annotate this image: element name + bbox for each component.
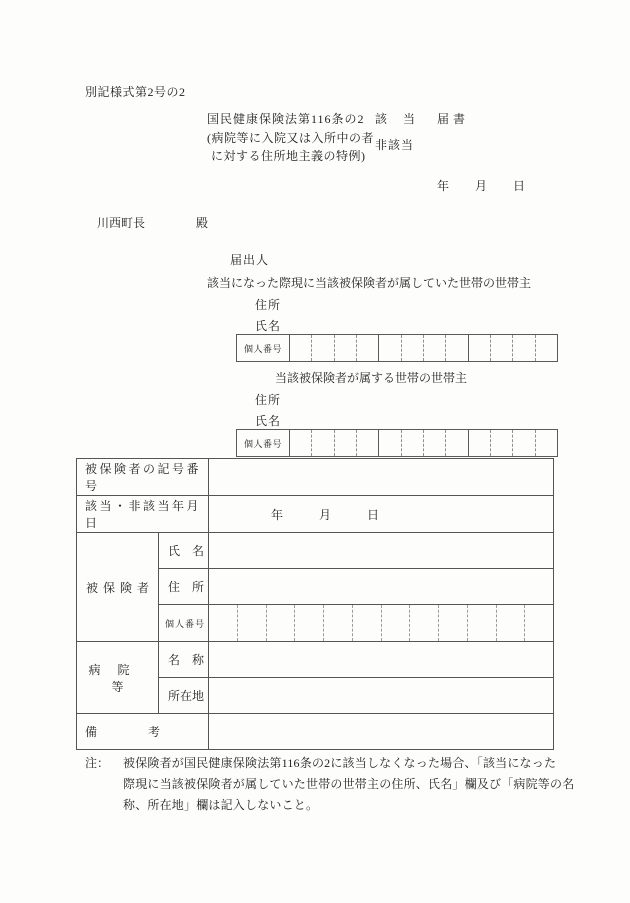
personal-number-cells [290,430,557,456]
personal-number-cell [535,430,557,456]
personal-number-cell [381,605,410,641]
personal-number-label: 個人番号 [237,335,290,361]
form-title-line2: (病院等に入院又は入所中の者 [207,131,374,145]
insured-name-value [209,533,554,569]
personal-number-cell [512,430,534,456]
insured-address-label: 住 所 [159,569,209,605]
personal-number-cell [401,430,423,456]
insured-personal-number-value [209,605,554,642]
hospital-name-label: 名 称 [159,642,209,678]
insured-address-value [209,569,554,605]
personal-number-cell [266,605,295,641]
not-applicable-label: 非該当 [375,138,415,152]
applicable-label: 該 当 [375,112,418,126]
personal-number-cell [423,335,445,361]
personal-number-cell [496,605,525,641]
personal-number-cell [290,335,311,361]
declarant-label: 届出人 [230,253,270,267]
footnote-prefix: 注： [85,756,110,770]
personal-number-cell [311,430,333,456]
personal-number-cells [290,335,557,361]
form-id-label: 別記様式第2号の2 [85,85,186,99]
form-type-label: 届書 [437,112,470,126]
personal-number-cell [356,430,378,456]
insured-name-label: 氏 名 [159,533,209,569]
personal-number-cell [423,430,445,456]
personal-number-cell [356,335,378,361]
personal-number-cell [378,430,400,456]
personal-number-cell [490,430,512,456]
current-address-label: 住所 [255,393,282,407]
footnote-line-3: 称、所在地」欄は記入しないこと。 [123,798,319,812]
personal-number-cell [294,605,323,641]
applicability-date-value: 年 月 日 [209,496,554,533]
footnote [85,753,574,816]
personal-number-cell [290,430,311,456]
personal-number-cell [334,430,356,456]
footnote-line-2: 際現に当該被保険者が属していた世帯の世帯主の住所、氏名」欄及び「病院等の名 [123,777,575,791]
personal-number-cell [468,335,490,361]
current-household-head-heading: 当該被保険者が属する世帯の世帯主 [275,371,468,385]
date-line: 年 月 日 [437,179,533,193]
personal-number-cells [209,605,553,641]
table-row [77,496,554,533]
personal-number-cell [323,605,352,641]
personal-number-cell [438,605,467,641]
remarks-label: 備 考 [77,714,209,750]
insured-symbol-number-value [209,459,554,496]
hospital-address-label: 所在地 [159,678,209,714]
personal-number-cell [490,335,512,361]
hospital-address-value [209,678,554,714]
personal-number-cell [334,335,356,361]
table-row [77,459,554,496]
personal-number-cell [535,335,557,361]
former-address-label: 住所 [255,298,282,312]
personal-number-cell [378,335,400,361]
remarks-value [209,714,554,750]
applicability-date-label: 該当・非該当年月日 [77,496,209,533]
personal-number-cell [467,605,496,641]
personal-number-cell [311,335,333,361]
form-title-line1: 国民健康保険法第116条の2 [207,112,365,126]
personal-number-cell [352,605,381,641]
former-personal-number-box [236,334,558,362]
personal-number-label: 個人番号 [237,430,290,456]
form-title-line3: に対する住所地主義の特例) [211,149,366,163]
footnote-line-1: 被保険者が国民健康保険法第116条の2に該当しなくなった場合、「該当になった [123,756,557,770]
insured-personal-number-label: 個人番号 [159,605,209,642]
insured-person-group-label: 被保険者 [77,533,159,642]
personal-number-cell [445,335,467,361]
current-name-label: 氏名 [255,414,282,428]
personal-number-cell [209,605,237,641]
personal-number-cell [409,605,438,641]
insured-symbol-number-label: 被保険者の記号番号 [77,459,209,496]
personal-number-cell [445,430,467,456]
table-row [77,714,554,750]
personal-number-cell [468,430,490,456]
addressee-honorific: 殿 [196,216,209,230]
table-row [77,533,554,569]
addressee-name: 川西町長 [97,216,146,230]
personal-number-cell [512,335,534,361]
personal-number-cell [237,605,266,641]
hospital-group-label: 病院等 [77,642,159,714]
personal-number-cell [524,605,553,641]
addressee [97,214,209,231]
table-row [77,642,554,678]
main-form-table [76,458,554,750]
hospital-name-value [209,642,554,678]
former-name-label: 氏名 [255,319,282,333]
personal-number-cell [401,335,423,361]
former-household-head-heading: 該当になった際現に当該被保険者が属していた世帯の世帯主 [207,276,532,290]
current-personal-number-box [236,429,558,457]
